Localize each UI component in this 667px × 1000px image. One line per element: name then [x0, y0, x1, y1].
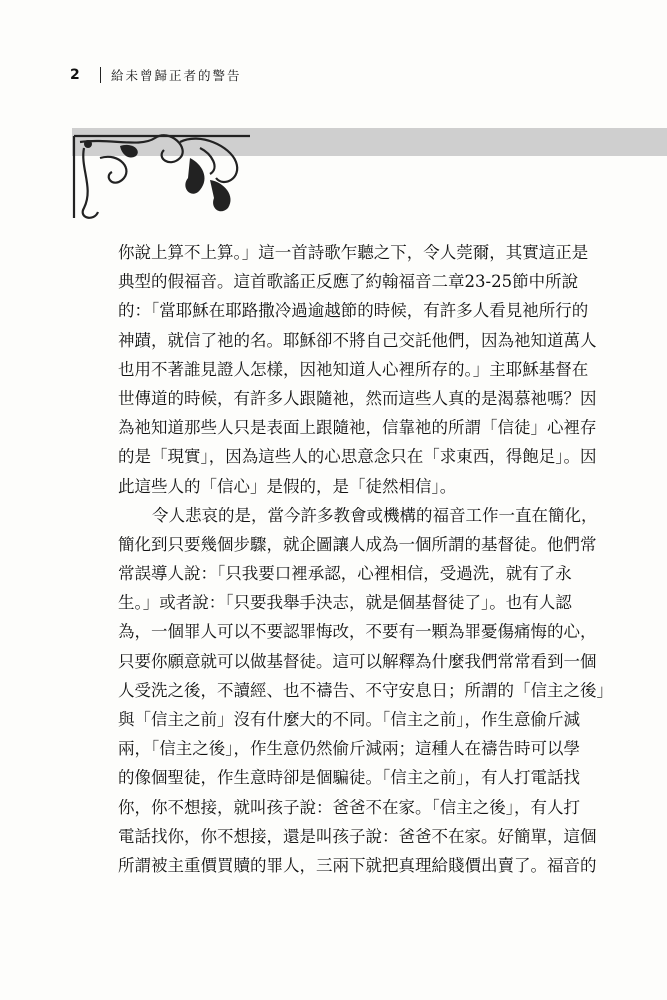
text-line: 令人悲哀的是，當今許多教會或機構的福音工作一直在簡化，: [152, 505, 598, 525]
text-line: 只要你願意就可以做基督徒。這可以解釋為什麼我們常常看到一個: [118, 651, 597, 671]
text-line: 兩，「信主之後」，作生意仍然偷斤減兩；這種人在禱告時可以學: [118, 739, 580, 759]
text-line: 簡化到只要幾個步驟，就企圖讓人成為一個所謂的基督徒。他們常: [118, 534, 597, 554]
text-line: 世傳道的時候，有許多人跟隨祂，然而這些人真的是渴慕祂嗎？因: [118, 388, 597, 408]
page-number: 2: [70, 67, 80, 83]
text-line: 神蹟，就信了祂的名。耶穌卻不將自己交託他們，因為祂知道萬人: [118, 330, 597, 350]
text-line: 人受洗之後，不讀經、也不禱告、不守安息日；所謂的「信主之後」: [118, 680, 613, 700]
header-divider: [100, 67, 101, 83]
text-line: 與「信主之前」沒有什麼大的不同。「信主之前」，作生意偷斤減: [118, 710, 580, 729]
text-line: 也用不著誰見證人怎樣，因祂知道人心裡所存的。」主耶穌基督在: [118, 359, 589, 379]
text-line: 常誤導人說：「只我要口裡承認，心裡相信，受過洗，就有了永: [118, 564, 572, 584]
text-line: 電話找你，你不想接，還是叫孩子說：爸爸不在家。好簡單，這個: [118, 826, 597, 846]
running-title: 給未曾歸正者的警告: [111, 68, 242, 83]
text-line: 你說上算不上算。」這一首詩歌乍聽之下，令人莞爾，其實這正是: [118, 243, 589, 262]
text-line: 的：「當耶穌在耶路撒冷過逾越節的時候，有許多人看見祂所行的: [118, 301, 589, 321]
text-line: 生。」或者說：「只要我舉手決志，就是個基督徒了」。也有人認: [118, 593, 572, 613]
text-line: 所謂被主重價買贖的罪人，三兩下就把真理給賤價出賣了。福音的: [118, 855, 597, 875]
ornament-corner-icon: [60, 118, 260, 228]
text-line: 為，一個罪人可以不要認罪悔改，不要有一顆為罪憂傷痛悔的心，: [118, 622, 597, 642]
text-line: 你，你不想接，就叫孩子說：爸爸不在家。「信主之後」，有人打: [118, 797, 580, 817]
body-text: [118, 238, 630, 880]
text-line: 的是「現實」，因為這些人的心思意念只在「求東西，得飽足」。因: [118, 447, 597, 467]
text-line: 為祂知道那些人只是表面上跟隨祂，信靠祂的所謂「信徒」心裡存: [118, 418, 597, 438]
text-line: 此這些人的「信心」是假的，是「徒然相信」。: [118, 476, 457, 496]
text-line: 典型的假福音。這首歌謠正反應了約翰福音二章23-25節中所說: [118, 272, 579, 292]
text-line: 的像個聖徒，作生意時卻是個騙徒。「信主之前」，有人打電話找: [118, 768, 580, 788]
page-header: [70, 64, 242, 86]
